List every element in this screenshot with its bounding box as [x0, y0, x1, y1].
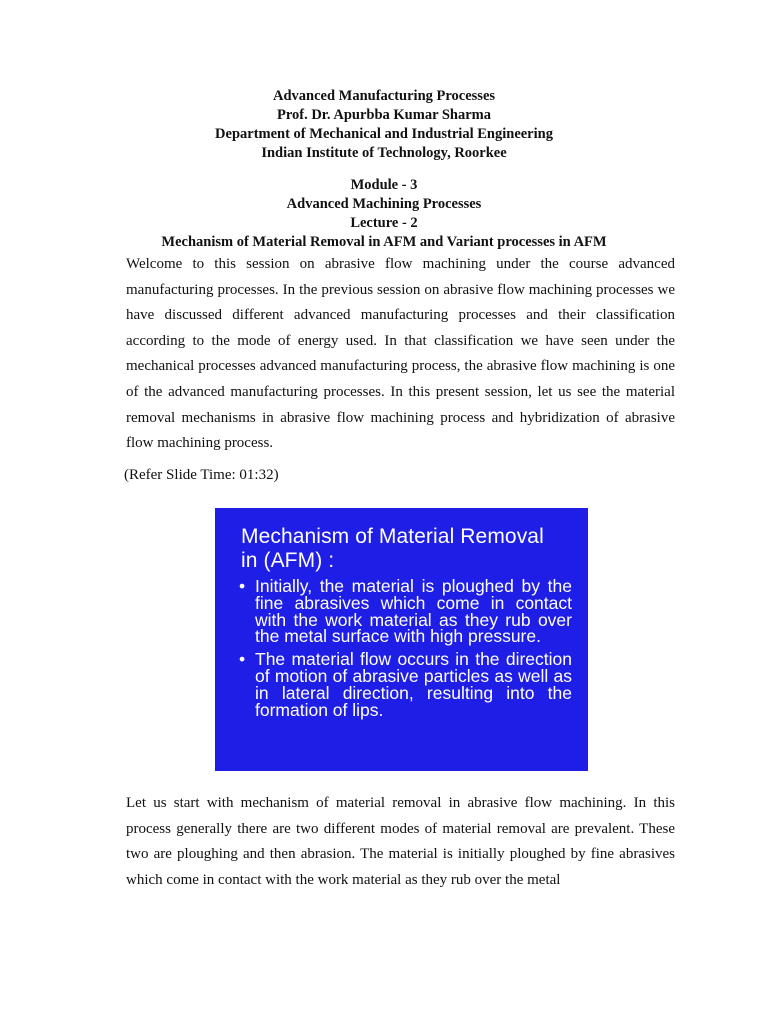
- slide-title-line-2: in (AFM) :: [241, 549, 335, 572]
- lecture-title: Mechanism of Material Removal in AFM and Variant processes in AFM: [161, 234, 607, 250]
- institute-name: Indian Institute of Technology, Roorkee: [261, 145, 507, 161]
- bullet-icon: •: [239, 576, 246, 596]
- module-number: Module - 3: [350, 177, 418, 193]
- slide-bullet-item: [239, 651, 572, 718]
- slide-title: [241, 525, 572, 573]
- body-paragraph: Let us start with mechanism of material removal in abrasive flow machining. In this process generally there are two different modes of material removal are prevalent. These two are ploughing and then abrasion. The material is initially ploughed by fine abrasives which come in contact with the work material as they rub over the metal: [126, 795, 675, 888]
- course-title: Advanced Manufacturing Processes: [272, 88, 496, 104]
- slide-bullet-item: [239, 578, 572, 645]
- department-name: Department of Mechanical and Industrial Engineering: [215, 126, 553, 142]
- module-title: Advanced Machining Processes: [286, 196, 482, 212]
- lecture-slide-image: [215, 508, 588, 771]
- header-spacer: [0, 163, 768, 176]
- refer-slide-time: (Refer Slide Time: 01:32): [124, 467, 279, 483]
- document-header: [0, 87, 768, 252]
- professor-name: Prof. Dr. Apurbba Kumar Sharma: [276, 107, 492, 123]
- bullet-icon: •: [239, 649, 246, 670]
- slide-bullet-list: [239, 578, 572, 718]
- slide-bullet-text: The material flow occurs in the direction of motion of abrasive particles as well as in lateral direction, resulting into the formation of lips.: [255, 649, 572, 720]
- intro-paragraph: Welcome to this session on abrasive flow machining under the course advanced manufacturing processes. In the previous session on abrasive flow machining processes we have discussed different advanced manufacturing processes and their classification according to the mode of energy used. In that classification we have seen under the mechanical processes advanced manufacturing process, the abrasive flow machining is one of the advanced manufacturing processes. In this present session, let us see the material removal mechanisms in abrasive flow machining process and hybridization of abrasive flow machining process.: [126, 256, 675, 452]
- slide-title-line-1: Mechanism of Material Removal: [241, 525, 544, 548]
- slide-bullet-text: Initially, the material is ploughed by the fine abrasives which come in contact with the work material as they rub over the metal surface with high pressure.: [255, 576, 572, 647]
- lecture-number: Lecture - 2: [350, 215, 418, 231]
